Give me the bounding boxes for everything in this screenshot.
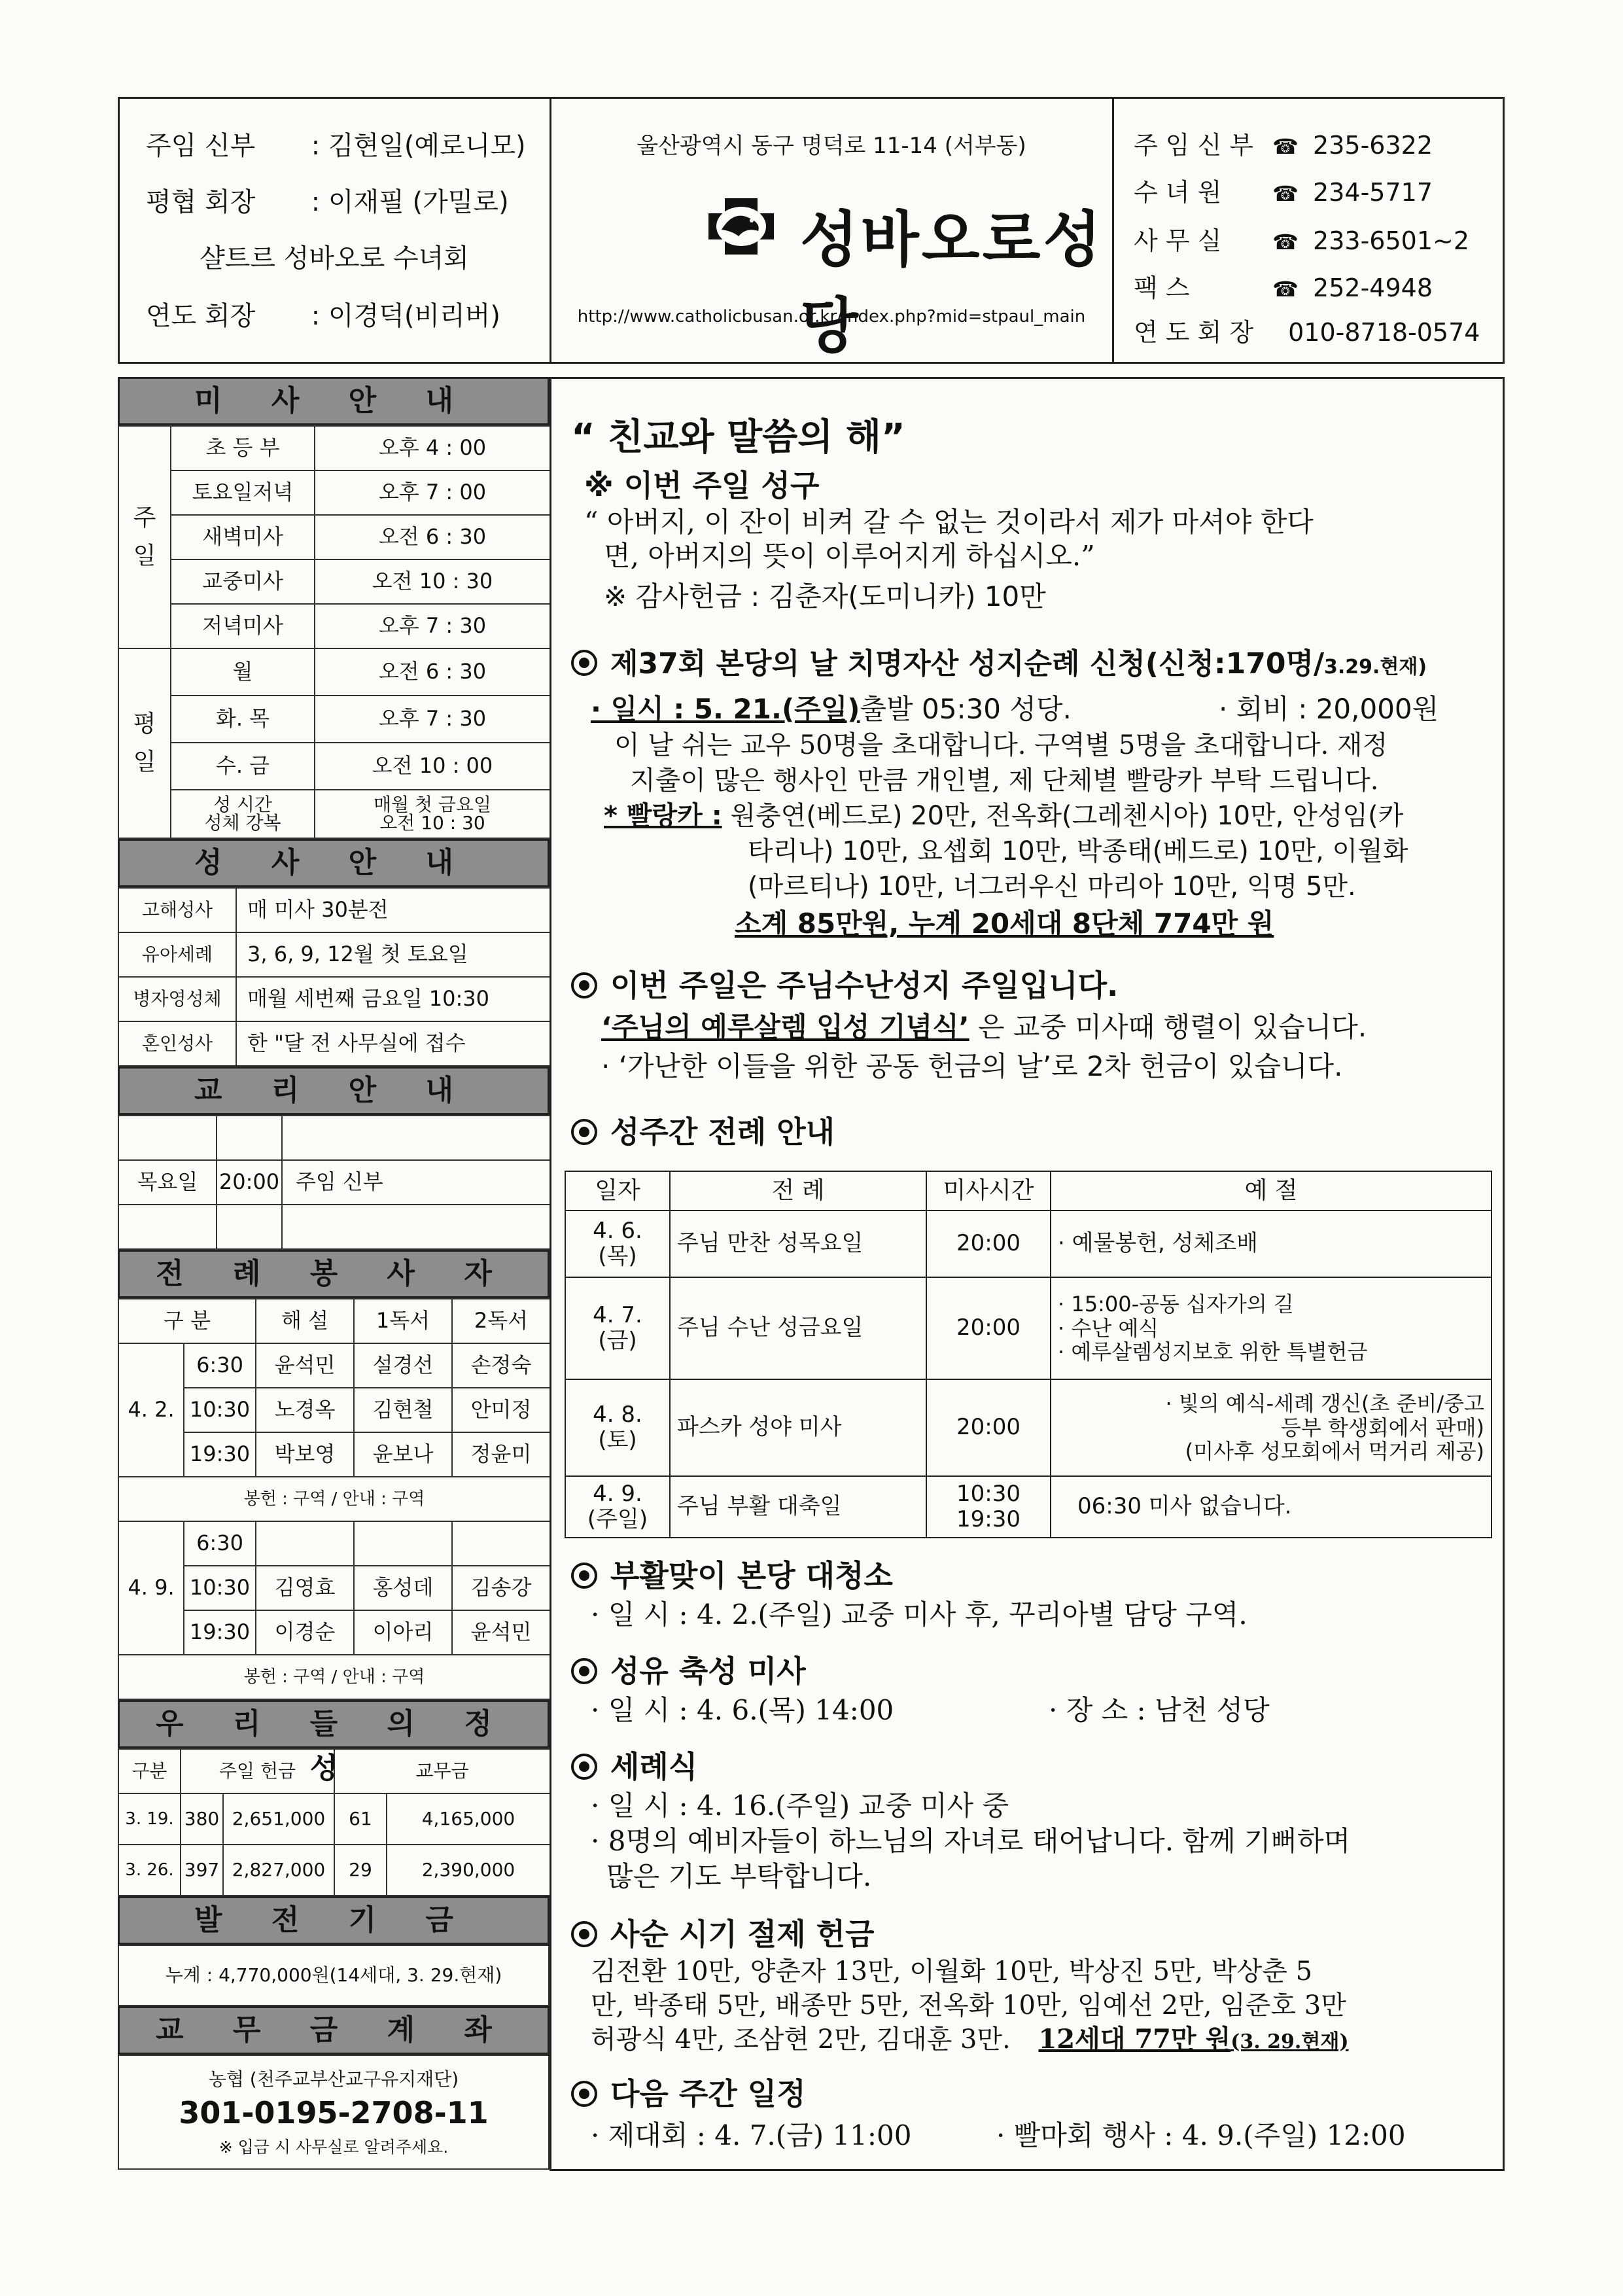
col-header: 구분 bbox=[118, 1749, 181, 1793]
left-panel bbox=[118, 377, 550, 2170]
mass-time: 오후 4 : 00 bbox=[315, 426, 550, 470]
holyweek-rite: 주님 부활 대축일 bbox=[670, 1476, 926, 1538]
col-header: 교무금 bbox=[334, 1749, 550, 1793]
table-row bbox=[565, 1379, 1492, 1476]
mass-name: 초 등 부 bbox=[171, 426, 315, 470]
bullet-icon bbox=[571, 1119, 597, 1145]
staff-row-council bbox=[146, 181, 509, 219]
table-row bbox=[118, 1655, 550, 1699]
server-name: 윤보나 bbox=[354, 1432, 452, 1477]
server-name bbox=[354, 1521, 452, 1566]
verse-line: “ 아버지, 이 잔이 비켜 갈 수 없는 것이라서 제가 마셔야 한다 bbox=[584, 506, 1314, 538]
header-contacts bbox=[1114, 99, 1504, 362]
church-name: 성바오로성당 bbox=[800, 205, 1104, 361]
table-row bbox=[118, 888, 550, 932]
staff-value: : 김현일(예로니모) bbox=[311, 131, 526, 161]
server-note: 봉헌 : 구역 / 안내 : 구역 bbox=[118, 1477, 550, 1521]
bullet-icon bbox=[571, 1921, 597, 1947]
offering-count: 61 bbox=[334, 1793, 387, 1845]
holyweek-time: 20:00 bbox=[926, 1379, 1051, 1476]
staff-value: : 이재필 (가밀로) bbox=[311, 187, 509, 217]
contact-row bbox=[1134, 221, 1469, 256]
baptism-line: 많은 기도 부탁합니다. bbox=[606, 1860, 872, 1892]
mass-time: 오전 6 : 30 bbox=[315, 648, 550, 696]
baptism-line: · 일 시 : 4. 16.(주일) 교중 미사 중 bbox=[591, 1790, 1009, 1822]
palm-line bbox=[601, 1011, 1367, 1043]
server-time: 19:30 bbox=[184, 1432, 256, 1477]
pilgrimage-title: 제37회 본당의 날 치명자산 성지순례 신청(신청:170명/ bbox=[610, 647, 1325, 680]
verse-title: ※ 이번 주일 성구 bbox=[584, 468, 820, 503]
table-row bbox=[118, 1343, 550, 1388]
palm-title: 이번 주일은 주님수난성지 주일입니다. bbox=[610, 968, 1119, 1003]
lent-line bbox=[591, 2026, 1349, 2053]
col-header: 2독서 bbox=[452, 1299, 550, 1343]
staff-label: 평협 회장 bbox=[146, 187, 256, 217]
chrism-place: · 장 소 : 남천 성당 bbox=[1049, 1694, 1270, 1726]
baptism-heading bbox=[571, 1749, 698, 1784]
pilgrimage-heading bbox=[571, 647, 1427, 680]
lent-title: 사순 시기 절제 헌금 bbox=[610, 1916, 875, 1952]
sacrament-value: 한 "달 전 사무실에 접수 bbox=[236, 1021, 550, 1066]
thanks-line: ※ 감사헌금 : 김춘자(도미니카) 10만 bbox=[604, 580, 1046, 612]
server-name: 김영효 bbox=[256, 1566, 354, 1610]
table-row bbox=[565, 1171, 1492, 1210]
contact-label: 사 무 실 bbox=[1134, 226, 1222, 255]
mass-table bbox=[118, 425, 551, 839]
server-time: 19:30 bbox=[184, 1610, 256, 1655]
header-staff bbox=[120, 99, 551, 362]
mass-name: 화. 목 bbox=[171, 696, 315, 743]
table-row bbox=[118, 604, 550, 648]
pilgrimage-fee: · 회비 : 20,000원 bbox=[1219, 693, 1439, 725]
pilgrimage-depart: 출발 05:30 성당. bbox=[860, 693, 1072, 725]
staff-value: : 이경덕(비리버) bbox=[311, 301, 500, 331]
phone-icon: ☎ bbox=[1272, 277, 1299, 302]
next-line: · 제대회 : 4. 7.(금) 11:00 bbox=[591, 2119, 912, 2151]
pilgrimage-line bbox=[591, 693, 1072, 725]
holyweek-time: 10:30 19:30 bbox=[926, 1476, 1051, 1538]
lent-heading bbox=[571, 1916, 875, 1952]
holyweek-time: 20:00 bbox=[926, 1210, 1051, 1277]
mass-name: 수. 금 bbox=[171, 743, 315, 790]
palm-line: · ‘가난한 이들을 위한 공동 헌금의 날’로 2차 헌금이 있습니다. bbox=[601, 1050, 1343, 1082]
col-header: 미사시간 bbox=[926, 1171, 1051, 1210]
chrism-line: · 일 시 : 4. 6.(목) 14:00 bbox=[591, 1694, 894, 1726]
contact-label: 주 임 신 부 bbox=[1134, 131, 1254, 160]
doctrine-day: 목요일 bbox=[118, 1160, 217, 1205]
offering-date: 3. 19. bbox=[118, 1793, 181, 1845]
offering-amount: 2,651,000 bbox=[223, 1793, 334, 1845]
offering-title: 우 리 들 의 정 성 bbox=[118, 1700, 550, 1748]
palm-rite: ‘주님의 예루살렘 입성 기념식’ bbox=[601, 1011, 969, 1043]
doctrine-title: 교 리 안 내 bbox=[118, 1067, 550, 1115]
holyweek-rite: 파스카 성야 미사 bbox=[670, 1379, 926, 1476]
sacrament-name: 혼인성사 bbox=[118, 1021, 236, 1066]
holyweek-date: 4. 6. (목) bbox=[565, 1210, 670, 1277]
server-name: 김송강 bbox=[452, 1566, 550, 1610]
holyweek-table bbox=[565, 1171, 1492, 1538]
contact-phone: 235-6322 bbox=[1313, 131, 1433, 160]
contact-phone: 252-4948 bbox=[1313, 274, 1433, 302]
contact-row bbox=[1134, 125, 1433, 161]
right-panel bbox=[550, 377, 1505, 2171]
col-header: 해 설 bbox=[256, 1299, 354, 1343]
offering-count: 397 bbox=[181, 1845, 223, 1896]
table-row bbox=[118, 426, 550, 470]
offering-count: 29 bbox=[334, 1845, 387, 1896]
col-header: 구 분 bbox=[118, 1299, 256, 1343]
contact-phone: 010-8718-0574 bbox=[1288, 318, 1480, 347]
pilgrimage-line: (마르티나) 10만, 너그러우신 마리아 10만, 익명 5만. bbox=[748, 872, 1356, 902]
offering-amount: 4,165,000 bbox=[387, 1793, 550, 1845]
next-title: 다음 주간 일정 bbox=[610, 2076, 806, 2111]
offering-count: 380 bbox=[181, 1793, 223, 1845]
holyweek-heading bbox=[571, 1114, 835, 1150]
pilgrimage-line: 이 날 쉬는 교우 50명을 초대합니다. 구역별 5명을 초대합니다. 재정 bbox=[614, 730, 1388, 760]
doctrine-time: 20:00 bbox=[217, 1160, 282, 1205]
sacrament-name: 병자영성체 bbox=[118, 977, 236, 1021]
table-row bbox=[118, 1521, 550, 1566]
server-name bbox=[256, 1521, 354, 1566]
bullet-icon bbox=[571, 972, 597, 998]
mass-name: 저녁미사 bbox=[171, 604, 315, 648]
table-row bbox=[118, 1021, 550, 1066]
table-row bbox=[118, 559, 550, 604]
holyweek-title: 성주간 전례 안내 bbox=[610, 1114, 835, 1150]
table-row bbox=[118, 1116, 550, 1160]
palanca-label: * 빨랑카 : bbox=[604, 801, 722, 831]
pilgrimage-line: 지출이 많은 행사인 만큼 개인별, 제 단체별 빨랑카 부탁 드립니다. bbox=[630, 766, 1379, 796]
mass-name: 토요일저녁 bbox=[171, 470, 315, 515]
palanca-list: 원충연(베드로) 20만, 전옥화(그레첸시아) 10만, 안성임(카 bbox=[730, 801, 1404, 831]
cleaning-heading bbox=[571, 1558, 893, 1593]
server-name: 노경옥 bbox=[256, 1388, 354, 1432]
sunday-label: 주 일 bbox=[118, 426, 171, 648]
mass-time: 오전 10 : 00 bbox=[315, 743, 550, 790]
server-name: 손정숙 bbox=[452, 1343, 550, 1388]
sacrament-table bbox=[118, 887, 551, 1067]
table-row bbox=[118, 515, 550, 559]
server-name: 안미정 bbox=[452, 1388, 550, 1432]
table-row bbox=[565, 1277, 1492, 1379]
account-note: ※ 입금 시 사무실로 알려주세요. bbox=[218, 2138, 449, 2157]
year-title: “ 친교와 말씀의 해” bbox=[571, 416, 905, 459]
table-row bbox=[118, 743, 550, 790]
mass-title: 미 사 안 내 bbox=[118, 377, 550, 425]
servers-title: 전 례 봉 사 자 bbox=[118, 1250, 550, 1298]
col-header: 일자 bbox=[565, 1171, 670, 1210]
mass-name: 월 bbox=[171, 648, 315, 696]
baptism-line: · 8명의 예비자들이 하느님의 자녀로 태어납니다. 함께 기뻐하며 bbox=[591, 1825, 1351, 1857]
contact-row bbox=[1134, 312, 1480, 348]
pilgrimage-date: 3.29.현재) bbox=[1324, 656, 1427, 679]
fund-text: 누계 : 4,770,000원(14세대, 3. 29.현재) bbox=[118, 1945, 549, 2005]
staff-label: 연도 회장 bbox=[146, 301, 256, 331]
table-row bbox=[118, 470, 550, 515]
sacrament-title: 성 사 안 내 bbox=[118, 839, 550, 887]
holyweek-date: 4. 8. (토) bbox=[565, 1379, 670, 1476]
contact-label: 팩 스 bbox=[1134, 274, 1190, 302]
table-row bbox=[118, 1845, 550, 1896]
server-time: 6:30 bbox=[184, 1521, 256, 1566]
server-time: 10:30 bbox=[184, 1388, 256, 1432]
table-row bbox=[118, 790, 550, 838]
server-date: 4. 2. bbox=[118, 1343, 184, 1477]
lent-names: 허광식 4만, 조삼현 2만, 김대훈 3만. bbox=[591, 2024, 1011, 2055]
holyweek-rite: 주님 만찬 성목요일 bbox=[670, 1210, 926, 1277]
server-name: 홍성데 bbox=[354, 1566, 452, 1610]
header-church bbox=[551, 99, 1114, 362]
bullet-icon bbox=[571, 650, 597, 676]
fund-table bbox=[118, 1945, 550, 2006]
church-logo-icon bbox=[695, 190, 787, 262]
mass-time: 오전 6 : 30 bbox=[315, 515, 550, 559]
offering-date: 3. 26. bbox=[118, 1845, 181, 1896]
doctrine-who: 주임 신부 bbox=[282, 1160, 550, 1205]
server-name: 김현철 bbox=[354, 1388, 452, 1432]
table-row bbox=[565, 1210, 1492, 1277]
phone-icon: ☎ bbox=[1272, 181, 1299, 206]
sacrament-name: 유아세례 bbox=[118, 932, 236, 977]
server-name: 이경순 bbox=[256, 1610, 354, 1655]
lent-total: 12세대 77만 원 bbox=[1038, 2024, 1231, 2055]
table-row bbox=[118, 1205, 550, 1249]
table-row bbox=[118, 1160, 550, 1205]
pilgrimage-date-text: · 일시 : 5. 21.(주일) bbox=[591, 693, 860, 725]
table-row bbox=[118, 696, 550, 743]
chrism-heading bbox=[571, 1653, 806, 1689]
table-row bbox=[118, 648, 550, 696]
pilgrimage-line: 타리나) 10만, 요셉회 10만, 박종태(베드로) 10만, 이월화 bbox=[748, 836, 1408, 866]
account-title: 교 무 금 계 좌 bbox=[118, 2006, 550, 2055]
col-header: 주일 헌금 bbox=[181, 1749, 334, 1793]
staff-row-prayer bbox=[146, 295, 500, 332]
holyweek-time: 20:00 bbox=[926, 1277, 1051, 1379]
server-name: 박보영 bbox=[256, 1432, 354, 1477]
account-bank: 농협 (천주교부산교구유지재단) bbox=[208, 2068, 459, 2090]
staff-row-sisters: 샬트르 성바오로 수녀회 bbox=[200, 243, 469, 274]
holyweek-detail: 06:30 미사 없습니다. bbox=[1051, 1476, 1492, 1538]
header-box bbox=[118, 97, 1505, 364]
contact-row bbox=[1134, 172, 1433, 208]
mass-name: 성 시간 성체 강복 bbox=[171, 790, 315, 838]
next-heading bbox=[571, 2076, 806, 2111]
bullet-icon bbox=[571, 1658, 597, 1684]
server-time: 6:30 bbox=[184, 1343, 256, 1388]
table-row bbox=[118, 1299, 550, 1343]
mass-time: 오후 7 : 30 bbox=[315, 604, 550, 648]
lent-date: (3. 29.현재) bbox=[1230, 2030, 1349, 2053]
table-row bbox=[118, 1945, 549, 2005]
holyweek-detail: · 15:00-공동 십자가의 길 · 수난 예식 · 예루살렘성지보호 위한 특별헌금 bbox=[1051, 1277, 1492, 1379]
table-row bbox=[118, 932, 550, 977]
offering-amount: 2,390,000 bbox=[387, 1845, 550, 1896]
table-row bbox=[565, 1476, 1492, 1538]
servers-table bbox=[118, 1298, 551, 1700]
account-number: 301-0195-2708-11 bbox=[179, 2095, 489, 2130]
col-header: 예 절 bbox=[1051, 1171, 1492, 1210]
holyweek-detail: · 빛의 예식-세례 갱신(초 준비/중고 등부 학생회에서 판매) (미사후 성모회에서 먹거리 제공) bbox=[1051, 1379, 1492, 1476]
phone-icon: ☎ bbox=[1272, 230, 1299, 255]
doctrine-table bbox=[118, 1115, 551, 1250]
holyweek-rite: 주님 수난 성금요일 bbox=[670, 1277, 926, 1379]
mass-name: 새벽미사 bbox=[171, 515, 315, 559]
server-name bbox=[452, 1521, 550, 1566]
sacrament-value: 매월 세번째 금요일 10:30 bbox=[236, 977, 550, 1021]
bullet-icon bbox=[571, 1754, 597, 1780]
server-name: 윤석민 bbox=[452, 1610, 550, 1655]
verse-line: 면, 아버지의 뜻이 이루어지게 하십시오.” bbox=[604, 540, 1095, 572]
mass-time: 매월 첫 금요일 오전 10 : 30 bbox=[315, 790, 550, 838]
contact-label: 수 녀 원 bbox=[1134, 178, 1222, 207]
server-name: 이아리 bbox=[354, 1610, 452, 1655]
staff-row-pastor bbox=[146, 125, 526, 162]
server-time: 10:30 bbox=[184, 1566, 256, 1610]
chrism-title: 성유 축성 미사 bbox=[610, 1653, 806, 1689]
contact-phone: 233-6501~2 bbox=[1313, 226, 1470, 255]
palm-text: 은 교중 미사때 행렬이 있습니다. bbox=[969, 1011, 1367, 1043]
contact-phone: 234-5717 bbox=[1313, 178, 1433, 207]
lent-line: 만, 박종태 5만, 배종만 5만, 전옥화 10만, 임예선 2만, 임준호 3만 bbox=[591, 1990, 1346, 2021]
server-date: 4. 9. bbox=[118, 1521, 184, 1655]
phone-icon: ☎ bbox=[1272, 134, 1299, 159]
pilgrimage-total: 소계 85만원, 누계 20세대 8단체 774만 원 bbox=[735, 908, 1274, 940]
col-header: 1독서 bbox=[354, 1299, 452, 1343]
holyweek-detail: · 예물봉헌, 성체조배 bbox=[1051, 1210, 1492, 1277]
baptism-title: 세례식 bbox=[610, 1749, 698, 1784]
holyweek-date: 4. 7. (금) bbox=[565, 1277, 670, 1379]
server-name: 정윤미 bbox=[452, 1432, 550, 1477]
contact-label: 연 도 회 장 bbox=[1134, 318, 1254, 347]
mass-time: 오전 10 : 30 bbox=[315, 559, 550, 604]
sacrament-name: 고해성사 bbox=[118, 888, 236, 932]
sacrament-value: 매 미사 30분전 bbox=[236, 888, 550, 932]
mass-time: 오후 7 : 30 bbox=[315, 696, 550, 743]
cleaning-title: 부활맞이 본당 대청소 bbox=[610, 1558, 893, 1593]
table-row bbox=[118, 1477, 550, 1521]
holyweek-date: 4. 9. (주일) bbox=[565, 1476, 670, 1538]
contact-row bbox=[1134, 268, 1433, 304]
offering-amount: 2,827,000 bbox=[223, 1845, 334, 1896]
col-header: 전 례 bbox=[670, 1171, 926, 1210]
server-name: 설경선 bbox=[354, 1343, 452, 1388]
server-name: 윤석민 bbox=[256, 1343, 354, 1388]
bullet-icon bbox=[571, 2081, 597, 2107]
church-url[interactable]: http://www.catholicbusan.or.kr/index.php?mid=stpaul_main bbox=[577, 307, 1086, 327]
server-note: 봉헌 : 구역 / 안내 : 구역 bbox=[118, 1655, 550, 1699]
fund-title: 발 전 기 금 bbox=[118, 1896, 550, 1945]
palm-heading bbox=[571, 968, 1119, 1003]
table-row bbox=[118, 977, 550, 1021]
bullet-icon bbox=[571, 1563, 597, 1589]
church-address: 울산광역시 동구 명덕로 11-14 (서부동) bbox=[637, 133, 1026, 159]
sacrament-value: 3, 6, 9, 12월 첫 토요일 bbox=[236, 932, 550, 977]
pilgrimage-line bbox=[604, 803, 1403, 829]
mass-name: 교중미사 bbox=[171, 559, 315, 604]
lent-line: 김전환 10만, 양춘자 13만, 이월화 10만, 박상진 5만, 박상춘 5 bbox=[591, 1956, 1313, 1987]
mass-time: 오후 7 : 00 bbox=[315, 470, 550, 515]
weekday-label: 평 일 bbox=[118, 648, 171, 838]
cleaning-line: · 일 시 : 4. 2.(주일) 교중 미사 후, 꾸리아별 담당 구역. bbox=[591, 1598, 1248, 1631]
account-box bbox=[118, 2055, 550, 2170]
staff-label: 주임 신부 bbox=[146, 131, 256, 161]
next-line: · 빨마회 행사 : 4. 9.(주일) 12:00 bbox=[996, 2119, 1406, 2151]
table-row bbox=[118, 1793, 550, 1845]
